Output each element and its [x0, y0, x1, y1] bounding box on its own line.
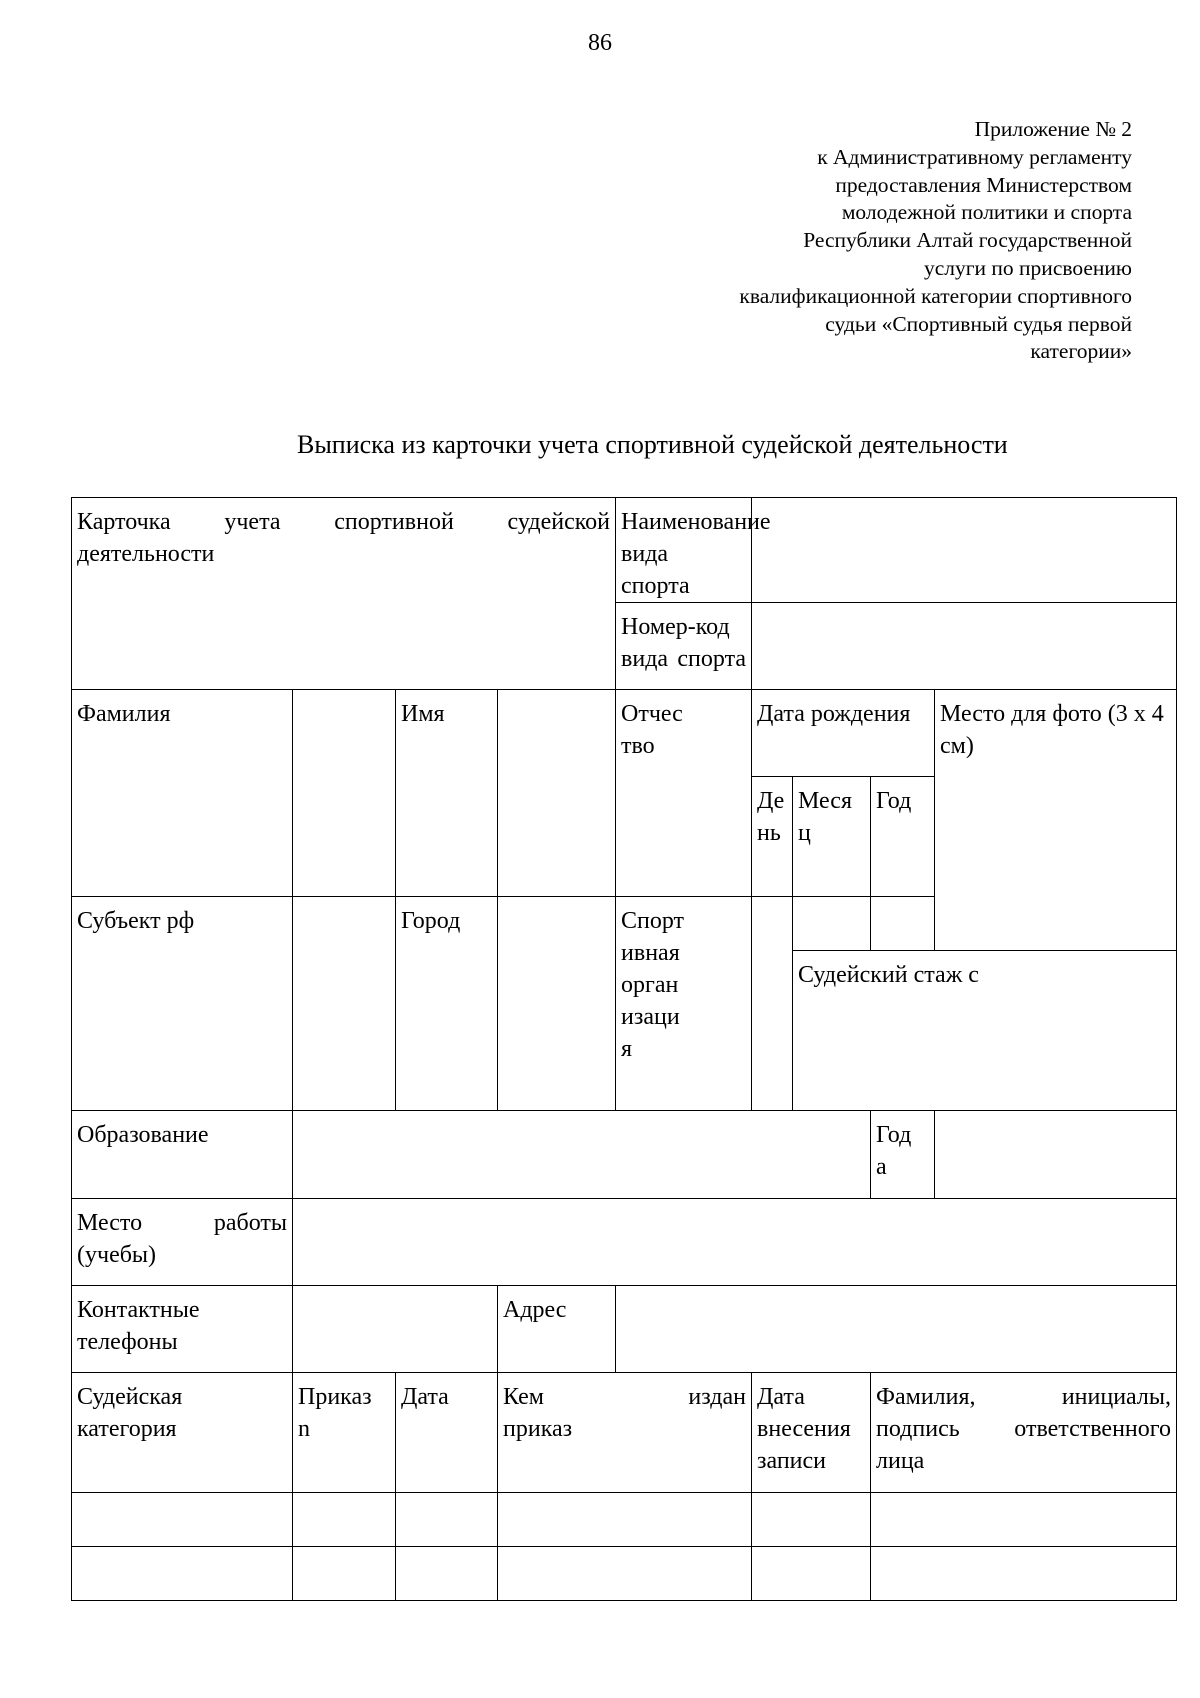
- surname-value[interactable]: [293, 690, 396, 897]
- years-label: [871, 1111, 935, 1199]
- day-text: День: [757, 788, 785, 846]
- date-header: Дата: [396, 1373, 498, 1493]
- name-value[interactable]: [498, 690, 616, 897]
- subject-label: Субъект рф: [72, 897, 293, 1111]
- birth-month-value[interactable]: [871, 897, 935, 951]
- subject-value[interactable]: [293, 897, 396, 1111]
- referee-since-label: Судейский стаж с: [793, 951, 1177, 1111]
- issued-by-cell[interactable]: [498, 1493, 752, 1547]
- patronymic-text: Отчество: [621, 701, 683, 759]
- patronymic-label: [616, 690, 752, 897]
- appendix-header: [572, 116, 1132, 366]
- issued-by-line2: приказ: [503, 1416, 573, 1442]
- appendix-line: судьи «Спортивный судья первой: [825, 311, 1132, 336]
- month-text: Месяц: [798, 788, 852, 846]
- card-label-line1: Карточка учета спортивной судейской: [77, 509, 611, 535]
- category-cell[interactable]: [72, 1493, 293, 1547]
- card-label-cell: [72, 498, 616, 690]
- entry-date-cell[interactable]: [752, 1547, 871, 1601]
- sport-name-value[interactable]: [752, 498, 1177, 603]
- month-label: [793, 777, 871, 897]
- responsible-cell[interactable]: [871, 1493, 1177, 1547]
- page-number: 86: [588, 30, 612, 56]
- order-number-header: [293, 1373, 396, 1493]
- sport-name-label: Наименование вида спорта: [616, 498, 752, 603]
- years-value[interactable]: [935, 1111, 1177, 1199]
- appendix-line: молодежной политики и спорта: [841, 200, 1132, 225]
- birth-day-value[interactable]: [793, 897, 871, 951]
- photo-placeholder: [935, 690, 1177, 951]
- surname-label: Фамилия: [72, 690, 293, 897]
- appendix-line: услуги по присвоению: [923, 255, 1132, 280]
- birth-date-label: Дата рождения: [752, 690, 935, 777]
- table-row: [72, 1493, 1177, 1547]
- appendix-line: к Административному регламенту: [817, 144, 1132, 169]
- responsible-cell[interactable]: [871, 1547, 1177, 1601]
- category-cell[interactable]: [72, 1547, 293, 1601]
- workplace-label: [72, 1199, 293, 1286]
- category-header: Судейская категория: [72, 1373, 293, 1493]
- workplace-line2: (учебы): [77, 1242, 157, 1268]
- appendix-line: категории»: [1030, 339, 1132, 364]
- card-label-line2: деятельности: [77, 541, 215, 567]
- sport-org-label: [616, 897, 752, 1111]
- table-row: [72, 1547, 1177, 1601]
- appendix-line: квалификационной категории спортивного: [739, 283, 1132, 308]
- issued-by-header: [498, 1373, 752, 1493]
- entry-date-header: Дата внесения записи: [752, 1373, 871, 1493]
- responsible-line2: подпись ответственного: [876, 1416, 1172, 1442]
- date-cell[interactable]: [396, 1547, 498, 1601]
- order-number-text: Приказ n: [298, 1384, 372, 1442]
- photo-label: Место для фото (3 х 4 см): [940, 701, 1164, 759]
- sport-org-text: Спортивная организация: [621, 908, 685, 1062]
- phones-value[interactable]: [293, 1286, 498, 1373]
- responsible-line3: лица: [876, 1448, 925, 1474]
- order-number-cell[interactable]: [293, 1493, 396, 1547]
- appendix-line: Приложение № 2: [974, 117, 1132, 141]
- document-title: Выписка из карточки учета спортивной судейской деятельности: [297, 430, 1008, 459]
- sport-code-text: Номер-код вида спорта: [621, 614, 747, 672]
- sport-code-label: [616, 603, 752, 690]
- city-label: Город: [396, 897, 498, 1111]
- workplace-value[interactable]: [293, 1199, 1177, 1286]
- day-label: [752, 777, 793, 897]
- city-value[interactable]: [498, 897, 616, 1111]
- name-label: Имя: [396, 690, 498, 897]
- issued-by-line1: Кем издан: [503, 1384, 747, 1410]
- issued-by-cell[interactable]: [498, 1547, 752, 1601]
- registration-card-table: [71, 497, 1177, 1601]
- appendix-line: Республики Алтай государственной: [803, 228, 1132, 253]
- years-text: Года: [876, 1122, 912, 1180]
- order-number-cell[interactable]: [293, 1547, 396, 1601]
- phones-label: Контактные телефоны: [72, 1286, 293, 1373]
- education-label: Образование: [72, 1111, 293, 1199]
- responsible-line1: Фамилия, инициалы,: [876, 1384, 1172, 1410]
- workplace-line1: Место работы: [77, 1210, 287, 1236]
- education-value[interactable]: [293, 1111, 871, 1199]
- address-value[interactable]: [616, 1286, 1177, 1373]
- sport-code-value[interactable]: [752, 603, 1177, 690]
- date-cell[interactable]: [396, 1493, 498, 1547]
- entry-date-cell[interactable]: [752, 1493, 871, 1547]
- sport-org-value[interactable]: [752, 897, 793, 1111]
- appendix-line: предоставления Министерством: [835, 172, 1132, 197]
- year-label: Год: [871, 777, 935, 897]
- responsible-header: [871, 1373, 1177, 1493]
- address-label: Адрес: [498, 1286, 616, 1373]
